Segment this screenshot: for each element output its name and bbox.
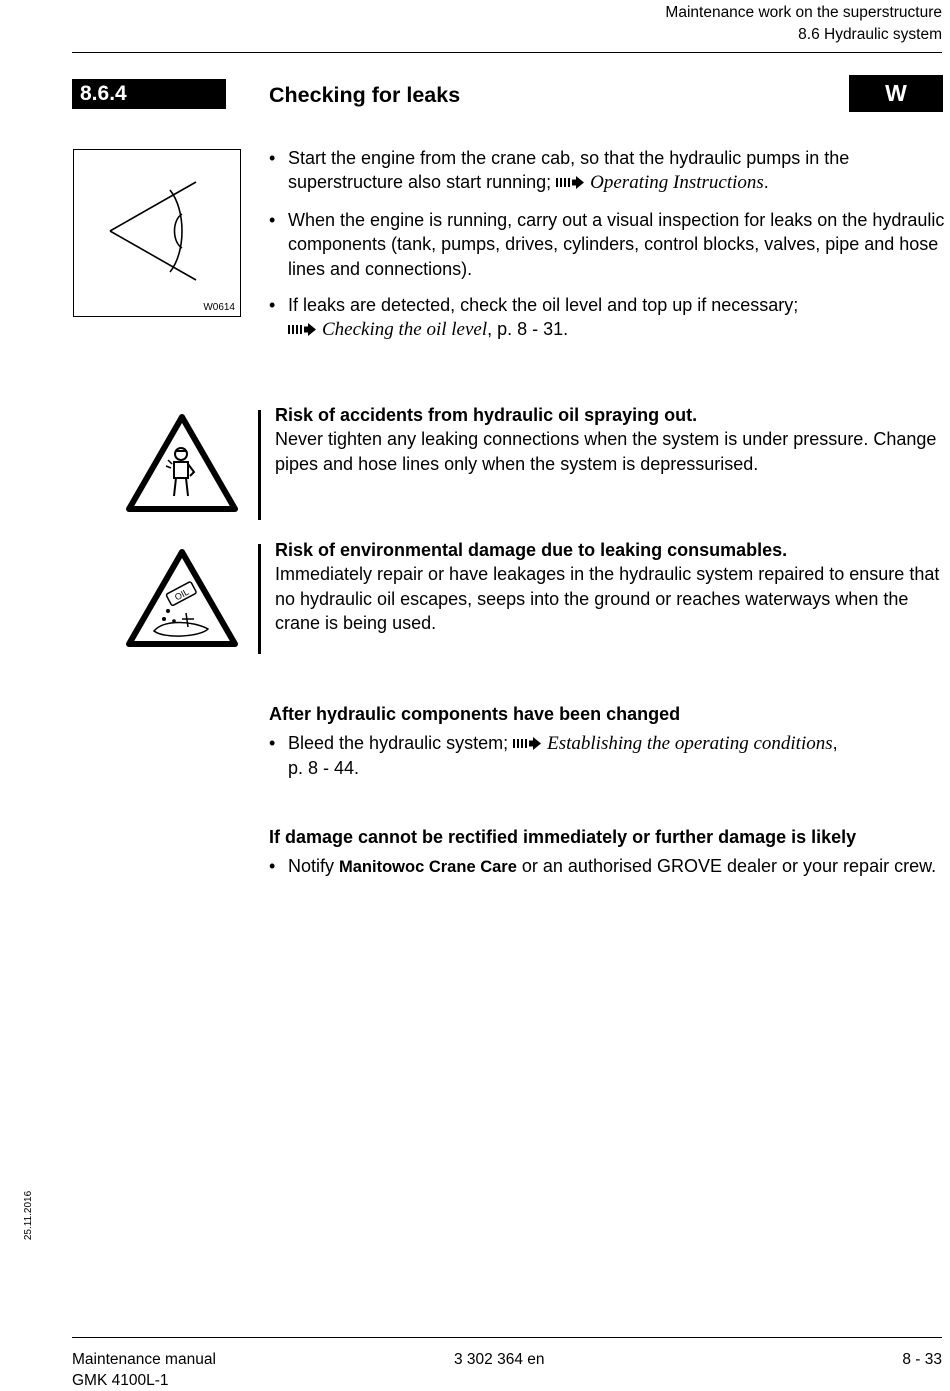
hydraulic-spray-warning-icon bbox=[124, 412, 240, 514]
warning-title: Risk of accidents from hydraulic oil spraying out. bbox=[275, 405, 698, 425]
environmental-hazard-icon bbox=[124, 547, 240, 649]
header-section: 8.6 Hydraulic system bbox=[798, 26, 942, 43]
warning-bar bbox=[258, 410, 261, 520]
damage-heading: If damage cannot be rectified immediately or further damage is likely bbox=[269, 827, 857, 847]
footer-page: 8 - 33 bbox=[902, 1351, 942, 1368]
after-change-list bbox=[269, 731, 909, 781]
list-item: • Notify Manitowoc Crane Care or an authorised GROVE dealer or your repair crew. bbox=[269, 854, 949, 879]
visual-inspection-figure bbox=[73, 149, 241, 317]
oil-label: OIL bbox=[173, 586, 191, 603]
checking-oil-level-link[interactable]: Checking the oil level bbox=[322, 319, 488, 341]
footer-manual: Maintenance manual bbox=[72, 1351, 216, 1368]
footer-rule bbox=[72, 1337, 942, 1338]
section-number: 8.6.4 bbox=[72, 79, 226, 109]
list-item: • Bleed the hydraulic system; Establishing the operating conditions, p. 8 - 44. bbox=[269, 731, 909, 781]
list-item: • If leaks are detected, check the oil level and top up if necessary; Checking the oil level, p. 8 - 31. bbox=[269, 293, 949, 343]
section-tag: W bbox=[849, 75, 943, 112]
check-list bbox=[269, 146, 949, 343]
footer-doc-number: 3 302 364 en bbox=[454, 1351, 545, 1368]
damage-list bbox=[269, 854, 949, 879]
warning-bar bbox=[258, 544, 261, 654]
running-header bbox=[665, 2, 942, 46]
list-item: • When the engine is running, carry out a visual inspection for leaks on the hydraulic components (tank, pumps, drives, cylinders, control blocks, valves, pipe and hose lines and connections). bbox=[269, 208, 949, 281]
warning-hydraulic-oil bbox=[275, 403, 947, 476]
footer-model: GMK 4100L-1 bbox=[72, 1372, 169, 1389]
header-rule bbox=[72, 52, 942, 53]
double-arrow-reference-icon bbox=[556, 176, 585, 189]
section-title: Checking for leaks bbox=[269, 83, 461, 107]
figure-code: W0614 bbox=[203, 302, 235, 313]
operating-instructions-link[interactable]: Operating Instructions bbox=[590, 172, 764, 194]
establishing-operating-conditions-link[interactable]: Establishing the operating conditions bbox=[547, 733, 833, 754]
warning-text: Immediately repair or have leakages in the hydraulic system repaired to ensure that no hydraulic oil escapes, seeps into the ground or reaches waterways when the crane is being used. bbox=[275, 564, 940, 634]
footer-left bbox=[72, 1349, 216, 1391]
warning-text: Never tighten any leaking connections when the system is under pressure. Change pipes and hose lines only when the system is depressurised. bbox=[275, 429, 937, 474]
warning-title: Risk of environmental damage due to leaking consumables. bbox=[275, 540, 788, 560]
list-item: • Start the engine from the crane cab, so that the hydraulic pumps in the superstructure also start running; Operating Instructions. bbox=[269, 146, 949, 196]
double-arrow-reference-icon bbox=[288, 323, 317, 336]
eye-icon bbox=[74, 150, 240, 316]
revision-date: 25.11.2016 bbox=[23, 1190, 35, 1241]
header-chapter: Maintenance work on the superstructure bbox=[665, 4, 942, 21]
warning-environment bbox=[275, 538, 947, 636]
double-arrow-reference-icon bbox=[513, 737, 542, 750]
brand-name: Manitowoc Crane Care bbox=[339, 858, 517, 876]
after-change-heading: After hydraulic components have been changed bbox=[269, 704, 681, 724]
